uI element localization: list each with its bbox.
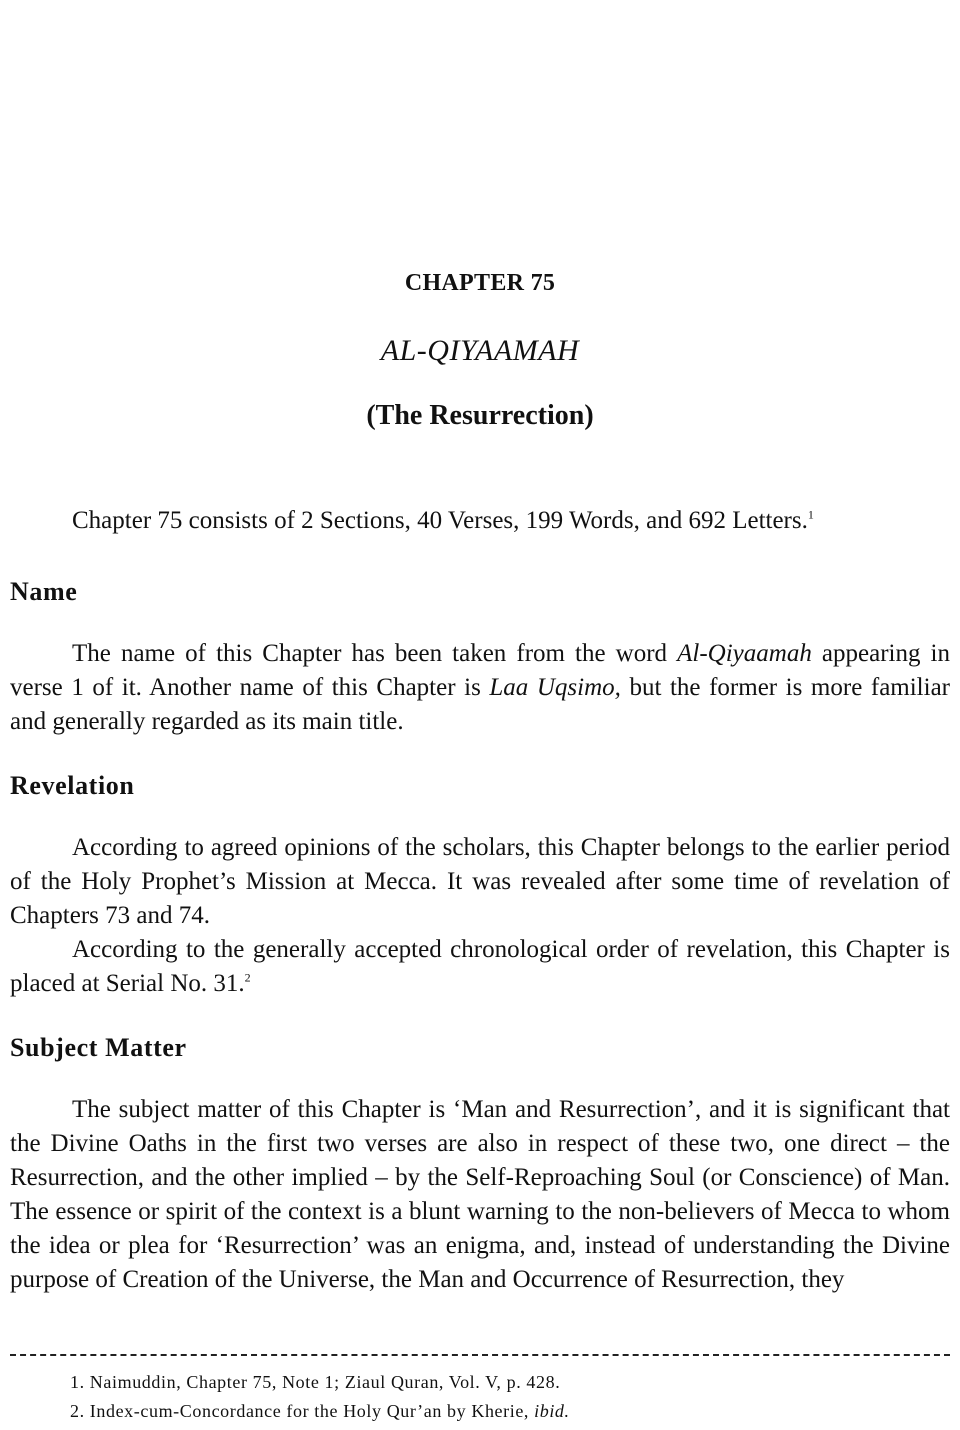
name-paragraph (10, 637, 950, 739)
intro-paragraph (10, 504, 950, 538)
revelation-paragraph-2 (10, 933, 950, 1001)
name-text-a: The name of this Chapter has been taken from the word (72, 640, 678, 667)
name-section (10, 575, 950, 739)
revelation-p2-text: According to the generally accepted chronological order of revelation, this Chapter is placed at Serial No. 31. (10, 936, 950, 997)
name-text-b: appearing in verse 1 of it. Another name of this Chapter is (10, 640, 950, 701)
name-heading: Name (10, 577, 78, 606)
chapter-title: AL-QIYAAMAH (380, 334, 580, 367)
footnote-2-text: 2. Index-cum-Concordance for the Holy Qur’an by Kherie, (70, 1401, 535, 1421)
footnotes (70, 1368, 930, 1426)
revelation-paragraph-1: According to agreed opinions of the scholars, this Chapter belongs to the earlier period of the Holy Prophet’s Mission at Mecca. It was revealed after some time of revelation of Chapters 73 and 74. (10, 834, 950, 929)
footnote-divider (10, 1354, 950, 1356)
footnote-2 (70, 1397, 930, 1426)
name-text-c: but the former is more familiar and generally regarded as its main title. (10, 674, 950, 735)
name-italic-1: Al-Qiyaamah (677, 640, 812, 667)
subject-section (10, 1031, 950, 1297)
main-content (10, 504, 950, 1327)
revelation-heading: Revelation (10, 771, 135, 800)
footnote-1: 1. Naimuddin, Chapter 75, Note 1; Ziaul Quran, Vol. V, p. 428. (70, 1372, 561, 1392)
revelation-section (10, 769, 950, 1001)
chapter-subtitle: (The Resurrection) (366, 400, 594, 431)
footnote-2-italic: ibid. (534, 1401, 570, 1421)
chapter-number: CHAPTER 75 (404, 270, 556, 296)
footnote-ref-1: 1 (807, 507, 814, 522)
name-italic-2: Laa Uqsimo, (489, 674, 621, 701)
subject-paragraph: The subject matter of this Chapter is ‘Man and Resurrection’, and it is significant that the Divine Oaths in the first two verses are also in respect of these two, one direct – the Resurrection, and the other implied – by the Self-Reproaching Soul (or Conscience) of Man. The essence or spirit of the context is a blunt warning to the non-believers of Mecca to whom the idea or plea for ‘Resurrection’ was an enigma, and, instead of understanding the Divine purpose of Creation of the Universe, the Man and Occurrence of Resurrection, they (10, 1096, 950, 1293)
subject-heading: Subject Matter (10, 1033, 187, 1062)
intro-text: Chapter 75 consists of 2 Sections, 40 Verses, 199 Words, and 692 Letters. (72, 507, 808, 534)
footnote-ref-2: 2 (244, 970, 251, 985)
